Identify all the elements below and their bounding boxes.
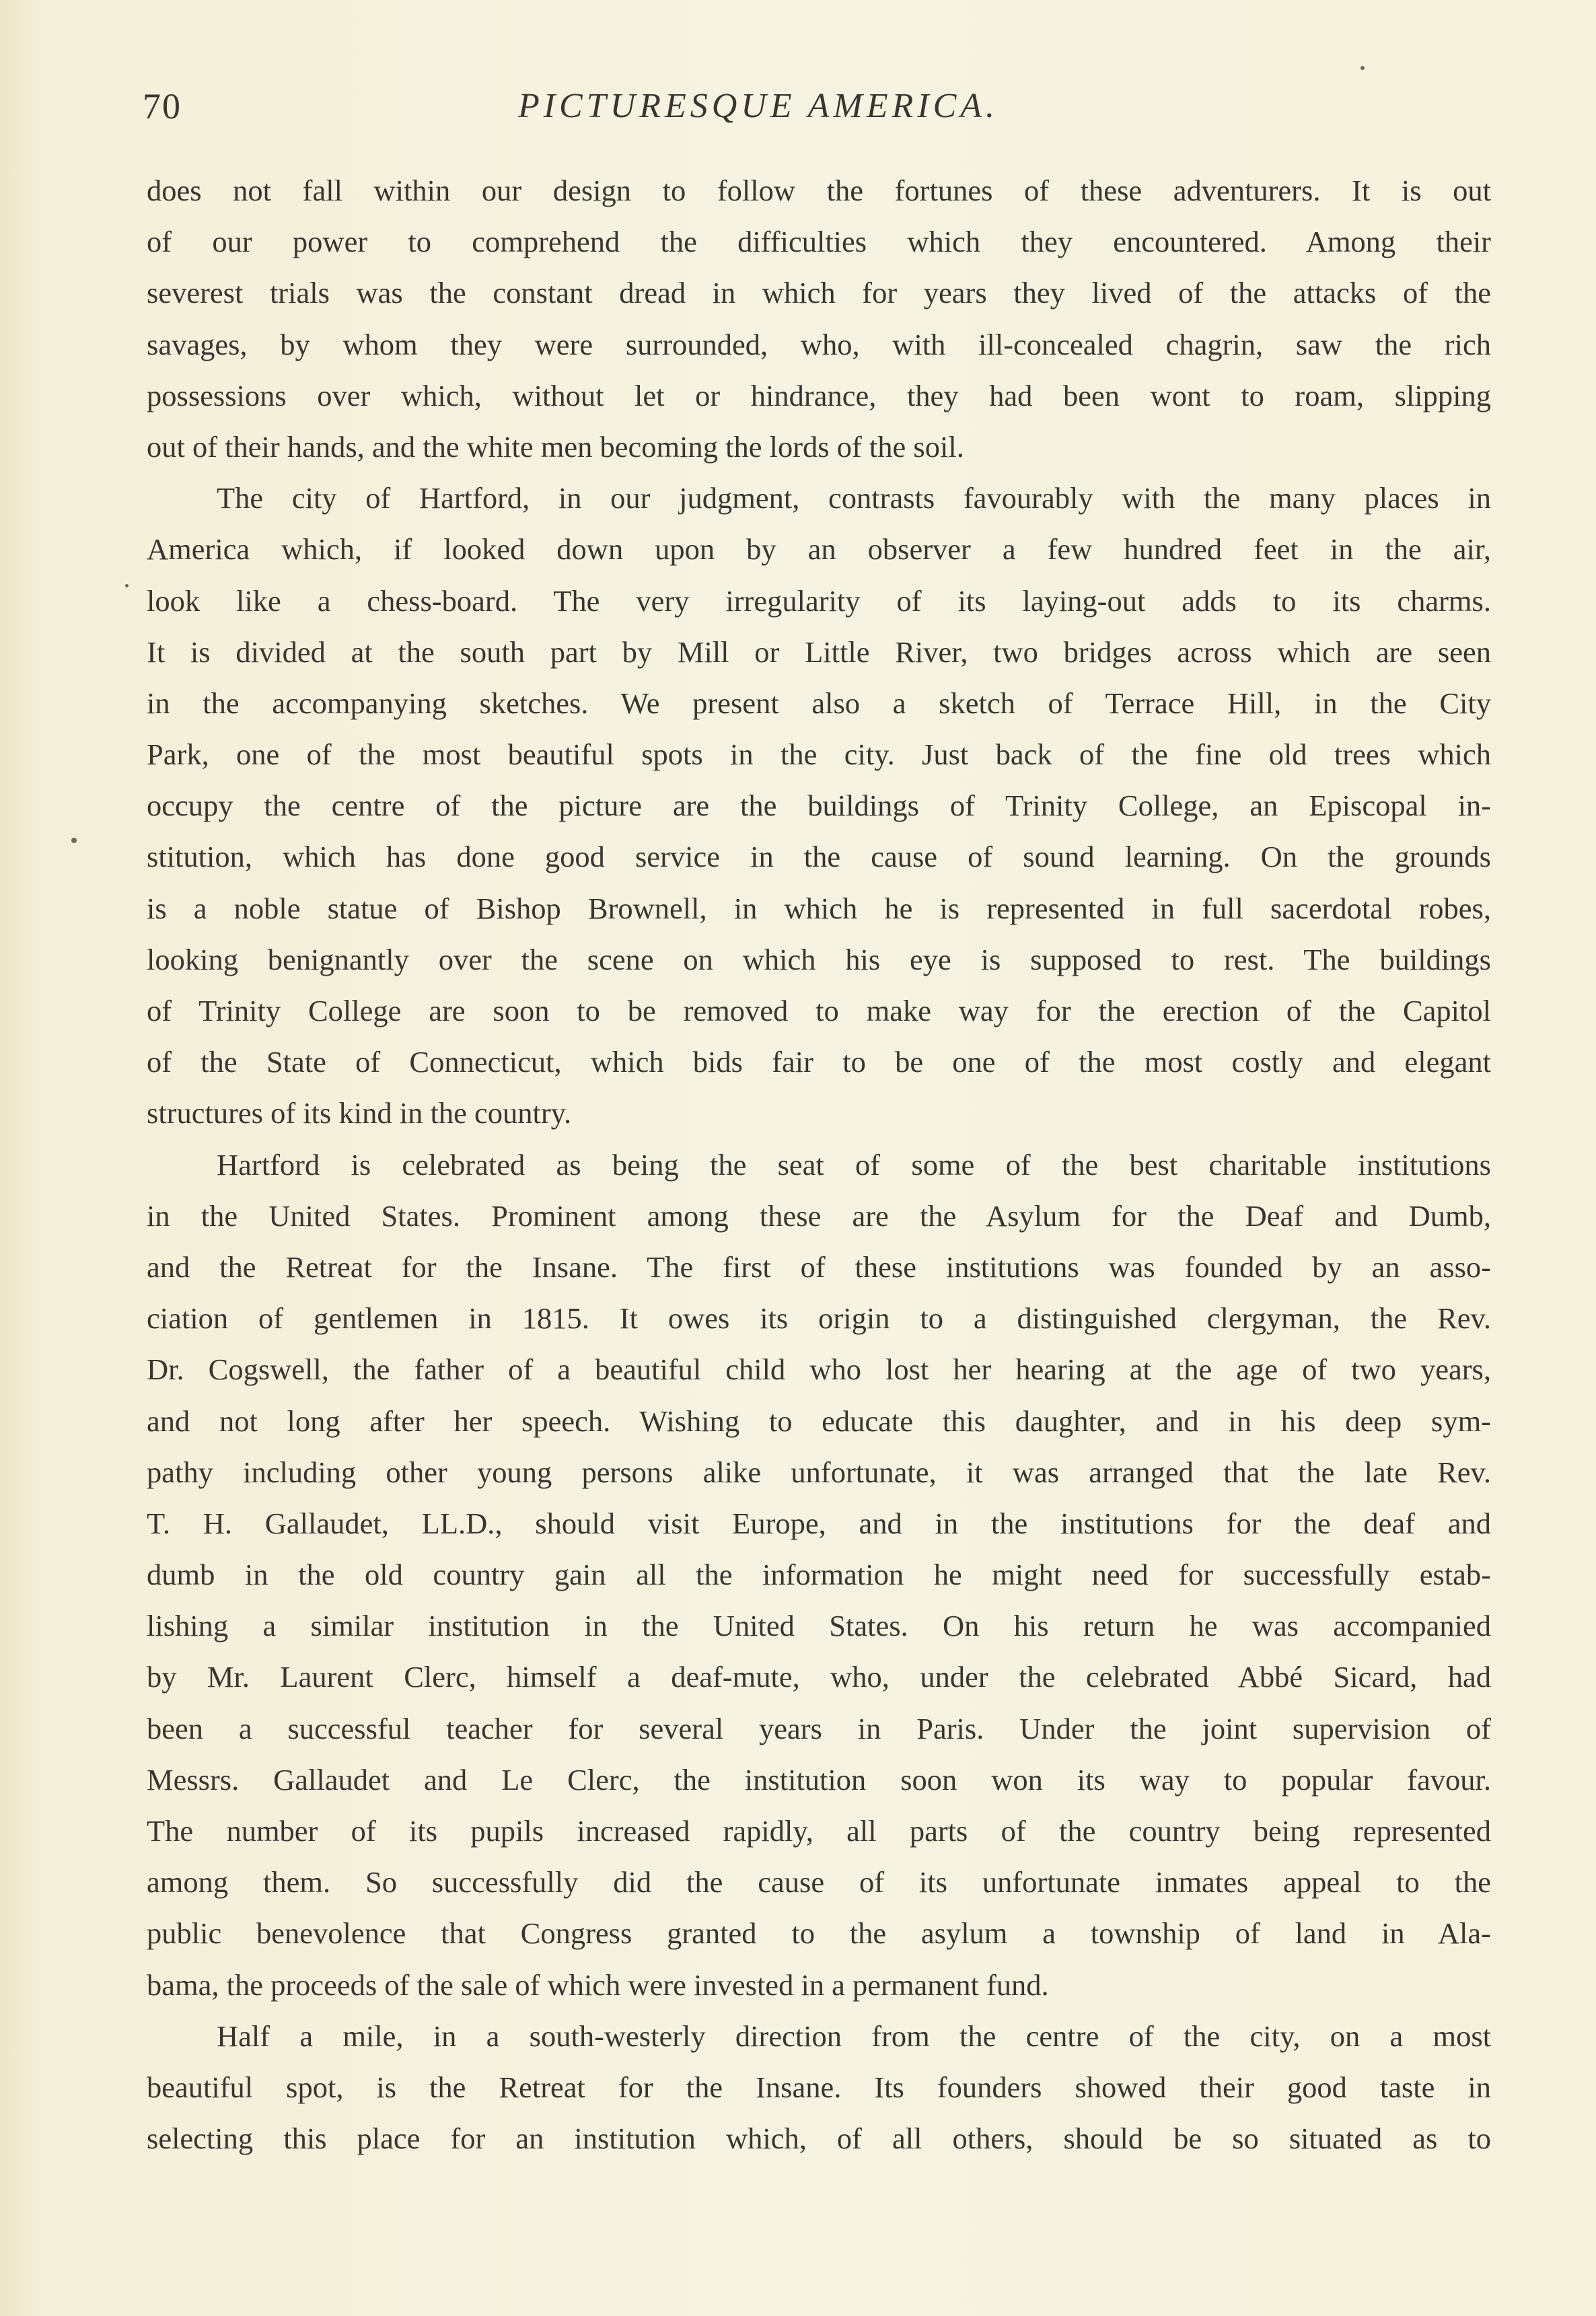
text-line: in the United States. Prominent among these are the Asylum for the Deaf and Dumb,: [147, 1198, 1491, 1233]
text-line: and the Retreat for the Insane. The first of these institutions was founded by an asso-: [147, 1250, 1491, 1284]
text-line: stitution, which has done good service in the cause of sound learning. On the grounds: [147, 840, 1491, 874]
text-line: look like a chess-board. The very irregularity of its laying-out adds to its charms.: [147, 583, 1491, 618]
ink-speck: [125, 584, 129, 587]
text-line: in the accompanying sketches. We present also a sketch of Terrace Hill, in the City: [147, 686, 1491, 720]
paragraph-first-line: Hartford is celebrated as being the seat of some of the best charitable institutions: [217, 1147, 1491, 1182]
ink-speck: [1361, 66, 1365, 70]
running-title: PICTURESQUE AMERICA.: [517, 87, 999, 125]
text-line: Park, one of the most beautiful spots in the city. Just back of the fine old trees which: [147, 737, 1491, 772]
page-header: [143, 79, 1374, 133]
text-line: and not long after her speech. Wishing to educate this daughter, and in his deep sym-: [147, 1404, 1491, 1438]
text-line: beautiful spot, is the Retreat for the Insane. Its founders showed their good taste in: [147, 2070, 1491, 2104]
text-line: been a successful teacher for several years in Paris. Under the joint supervision of: [147, 1711, 1491, 1745]
text-line: Messrs. Gallaudet and Le Clerc, the institution soon won its way to popular favour.: [147, 1762, 1491, 1797]
body-text: [147, 165, 1491, 2164]
text-line: is a noble statue of Bishop Brownell, in which he is represented in full sacerdotal robes,: [147, 891, 1491, 925]
ink-speck: [71, 838, 77, 843]
text-line: looking benignantly over the scene on which his eye is supposed to rest. The buildings: [147, 942, 1491, 976]
text-line: public benevolence that Congress granted to the asylum a township of land in Ala-: [147, 1916, 1491, 1951]
text-line: T. H. Gallaudet, LL.D., should visit Europe, and in the institutions for the deaf and: [147, 1506, 1491, 1540]
text-line: ciation of gentlemen in 1815. It owes its origin to a distinguished clergyman, the Rev.: [147, 1301, 1491, 1336]
text-line: of our power to comprehend the difficulties which they encountered. Among their: [147, 225, 1491, 259]
text-line: of the State of Connecticut, which bids fair to be one of the most costly and elegant: [147, 1045, 1491, 1079]
text-line: It is divided at the south part by Mill or Little River, two bridges across which are seen: [147, 635, 1491, 669]
text-line: out of their hands, and the white men becoming the lords of the soil.: [147, 429, 964, 464]
text-line: Dr. Cogswell, the father of a beautiful child who lost her hearing at the age of two years,: [147, 1352, 1491, 1387]
text-line: selecting this place for an institution which, of all others, should be so situated as to: [147, 2122, 1491, 2156]
text-line: The number of its pupils increased rapidly, all parts of the country being represented: [147, 1814, 1491, 1848]
text-line: of Trinity College are soon to be removed to make way for the erection of the Capitol: [147, 994, 1491, 1027]
text-line: does not fall within our design to follow the fortunes of these adventurers. It is out: [147, 174, 1491, 207]
text-line: lishing a similar institution in the United States. On his return he was accompanied: [147, 1609, 1491, 1643]
text-line: dumb in the old country gain all the information he might need for successfully estab-: [147, 1558, 1491, 1592]
text-line: bama, the proceeds of the sale of which were invested in a permanent fund.: [147, 1967, 1049, 2002]
text-line: structures of its kind in the country.: [147, 1096, 572, 1130]
page-number: 70: [143, 86, 182, 126]
text-line: among them. So successfully did the cause of its unfortunate inmates appeal to the: [147, 1865, 1491, 1899]
text-line: savages, by whom they were surrounded, who, with ill-concealed chagrin, saw the rich: [147, 327, 1491, 361]
text-line: possessions over which, without let or hindrance, they had been wont to roam, slipping: [147, 378, 1491, 412]
text-line: America which, if looked down upon by an observer a few hundred feet in the air,: [147, 532, 1491, 567]
text-line: pathy including other young persons alike unfortunate, it was arranged that the late Rev.: [147, 1455, 1491, 1489]
paragraph-first-line: Half a mile, in a south-westerly direction from the centre of the city, on a most: [217, 2019, 1491, 2053]
text-line: severest trials was the constant dread in which for years they lived of the attacks of the: [147, 276, 1491, 310]
paragraph-first-line: The city of Hartford, in our judgment, contrasts favourably with the many places in: [217, 481, 1491, 515]
text-line: by Mr. Laurent Clerc, himself a deaf-mute, who, under the celebrated Abbé Sicard, had: [147, 1660, 1491, 1694]
text-line: occupy the centre of the picture are the buildings of Trinity College, an Episcopal in-: [147, 789, 1491, 823]
